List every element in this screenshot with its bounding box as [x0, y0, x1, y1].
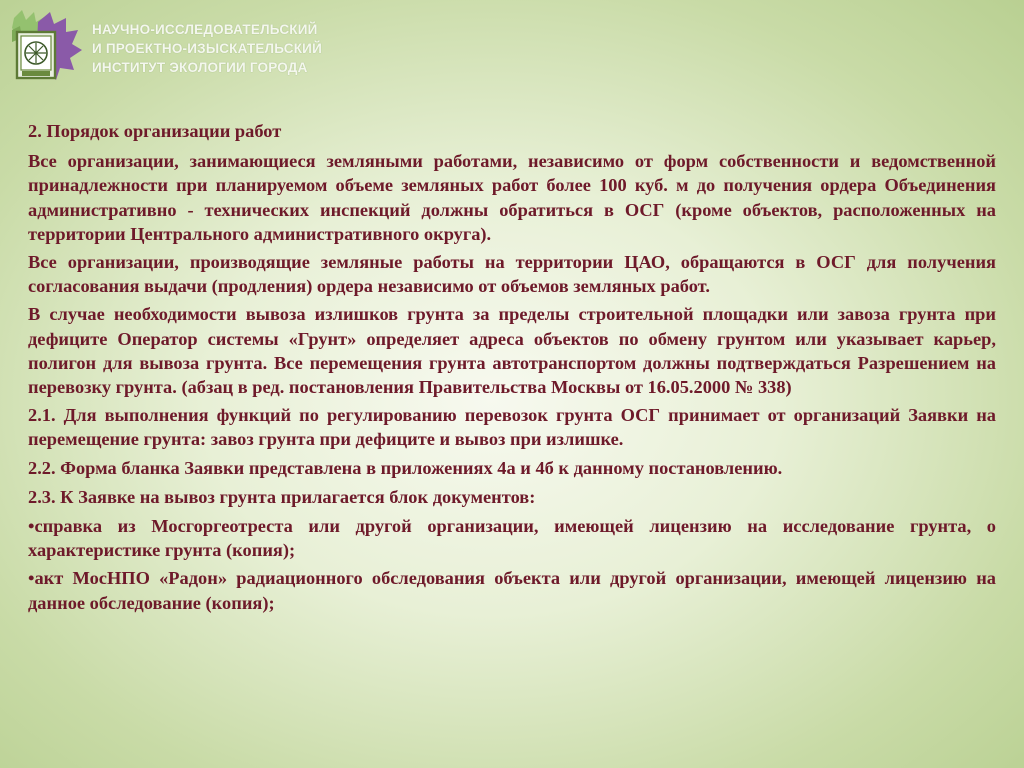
paragraph: 2.1. Для выполнения функций по регулированию перевозок грунта ОСГ принимает от организаций Заявки на перемещение грунта: завоз грунта при дефиците и вывоз при излишке. — [28, 405, 996, 450]
bullet-item: •акт МосНПО «Радон» радиационного обследования объекта или другой организации, имеющей лицензию на данное обследование (копия); — [28, 568, 996, 613]
organization-name-line: НАУЧНО-ИССЛЕДОВАТЕЛЬСКИЙ — [92, 22, 318, 37]
section-heading: 2. Порядок организации работ — [28, 121, 282, 141]
organization-name-line: И ПРОЕКТНО-ИЗЫСКАТЕЛЬСКИЙ — [92, 41, 322, 56]
paragraph: 2.2. Форма бланка Заявки представлена в приложениях 4а и 4б к данному постановлению. — [28, 457, 783, 478]
paragraph: В случае необходимости вывоза излишков грунта за пределы строительной площадки или завоза грунта при дефиците Оператор системы «Грунт» определяет адреса объектов по обмену грунтом или указывает карьер, полигон для вывоза грунта. Все перемещения грунта автотранспортом должны подтверждаться Разрешением на перевозку грунта. (абзац в ред. постановления Правительства Москвы от 16.05.2000 № 338) — [28, 304, 996, 398]
paragraph: Все организации, занимающиеся земляными работами, независимо от форм собственности и ведомственной принадлежности при планируемом объеме земляных работ более 100 куб. м до получения ордера Объединения административно - технических инспекций должны обратиться в ОСГ (кроме объектов, расположенных на территории Центрального административного округа). — [28, 151, 996, 244]
slide-body — [28, 119, 996, 619]
organization-name-line: ИНСТИТУТ ЭКОЛОГИИ ГОРОДА — [92, 60, 308, 75]
institute-logo-icon — [8, 8, 86, 88]
paragraph: Все организации, производящие земляные работы на территории ЦАО, обращаются в ОСГ для получения согласования выдачи (продления) ордера независимо от объемов земляных работ. — [28, 252, 996, 297]
paragraph: 2.3. К Заявке на вывоз грунта прилагается блок документов: — [28, 486, 536, 507]
organization-name — [92, 20, 322, 77]
bullet-item: •справка из Мосгоргеотреста или другой организации, имеющей лицензию на исследование грунта, о характеристике грунта (копия); — [28, 516, 996, 561]
header — [8, 8, 428, 90]
